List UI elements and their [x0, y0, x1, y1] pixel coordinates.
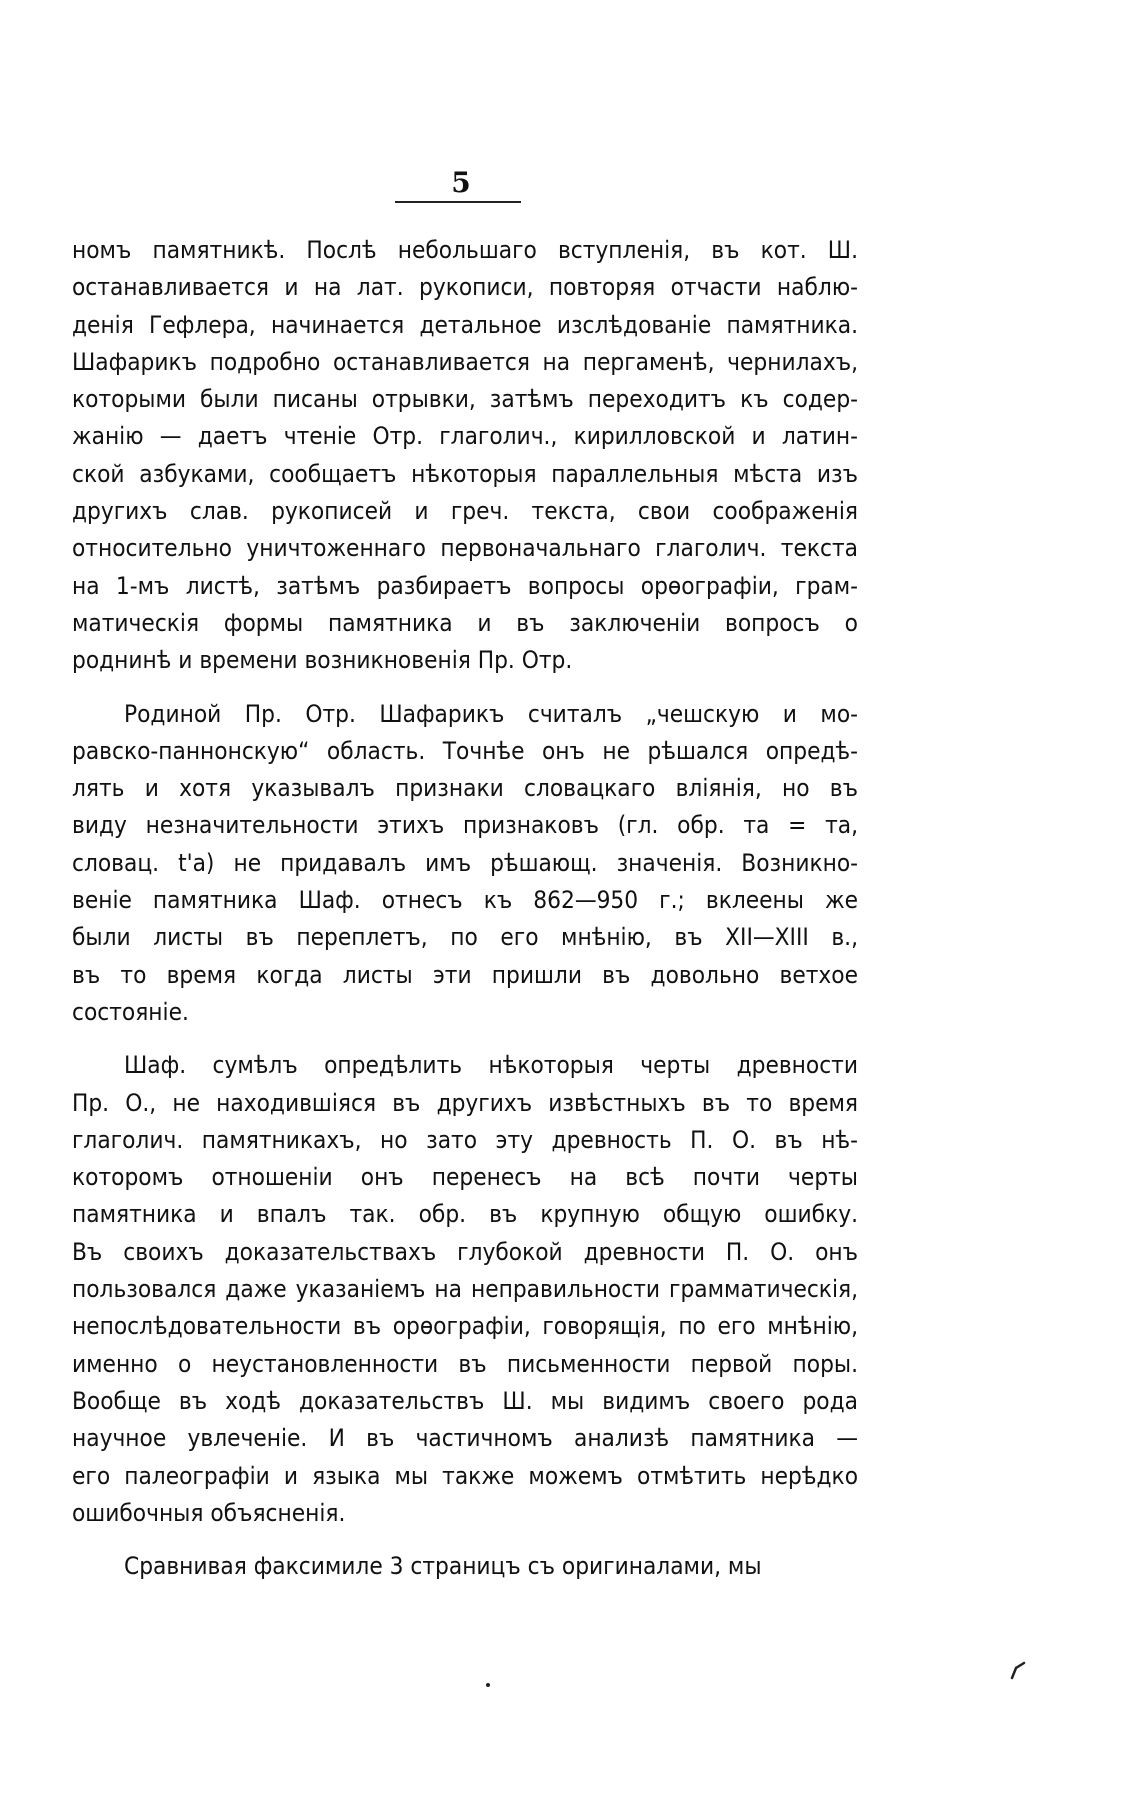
text-line: его палеографіи и языка мы также можемъ отмѣтить нерѣдко [72, 1461, 858, 1490]
paragraph-gap [72, 1031, 858, 1047]
paragraph [72, 1047, 858, 1532]
text-line: Шафарикъ подробно останавливается на пергаменѣ, чернилахъ, [72, 347, 858, 376]
text-line: матическія формы памятника и въ заключеніи вопросъ о [72, 608, 858, 637]
text-line: виду незначительности этихъ признаковъ (гл. обр. та = тa, [72, 811, 858, 840]
text-line: номъ памятникѣ. Послѣ небольшаго вступленія, въ кот. Ш. [72, 236, 858, 264]
page-number: 5 [451, 166, 471, 199]
text-line: въ то время когда листы эти пришли въ довольно ветхое [72, 960, 858, 989]
text-line: относительно уничтоженнаго первоначальнаго глаголич. текста [72, 534, 858, 563]
text-line: которомъ отношеніи онъ перенесъ на всѣ почти черты [72, 1163, 858, 1192]
text-line: глаголич. памятникахъ, но зато эту древность П. О. въ нѣ- [72, 1125, 858, 1154]
body-text [72, 232, 858, 1585]
page-number-rule [395, 201, 521, 203]
text-line: были листы въ переплетъ, по его мнѣнію, въ XII—XIII в., [72, 923, 858, 952]
text-line: роднинѣ и времени возникновенія Пр. Отр. [72, 646, 573, 675]
text-line: Сравнивая факсимиле 3 страницъ съ оригиналами, мы [124, 1552, 762, 1581]
text-line: веніе памятника Шаф. отнесъ къ 862—950 г.; вклеены же [72, 886, 858, 915]
paragraph [72, 696, 858, 1032]
ink-dot-mark [486, 1683, 490, 1687]
text-line: памятника и впалъ так. обр. въ крупную общую ошибку. [72, 1200, 858, 1229]
paragraph-gap [72, 1532, 858, 1548]
text-line: ской азбуками, сообщаетъ нѣкоторыя параллельныя мѣста изъ [72, 459, 858, 488]
paragraph [72, 1548, 858, 1585]
text-line: пользовался даже указаніемъ на неправильности грамматическія, [72, 1275, 858, 1304]
text-line: на 1-мъ листѣ, затѣмъ разбираетъ вопросы орѳографіи, грам- [72, 571, 858, 600]
text-line: лять и хотя указывалъ признаки словацкаго вліянія, но въ [72, 774, 858, 803]
text-line: научное увлеченіе. И въ частичномъ анализѣ памятника — [72, 1424, 858, 1453]
text-line: денія Гефлера, начинается детальное изслѣдованіе памятника. [72, 310, 858, 339]
text-line: жанію — даетъ чтеніе Отр. глаголич., кирилловской и латин- [72, 422, 858, 451]
text-line: останавливается и на лат. рукописи, повторяя отчасти наблю- [72, 273, 858, 302]
text-line: Пр. О., не находившіяся въ другихъ извѣстныхъ въ то время [72, 1088, 858, 1117]
text-line: которыми были писаны отрывки, затѣмъ переходитъ къ содер- [72, 385, 858, 414]
ink-tick-mark [1010, 1660, 1026, 1680]
paragraph [72, 232, 858, 680]
text-line: Родиной Пр. Отр. Шафарикъ считалъ „чешскую и мо- [124, 699, 858, 728]
text-line: именно о неустановленности въ письменности первой поры. [72, 1349, 858, 1378]
text-line: равско-паннонскую“ область. Точнѣе онъ не рѣшался опредѣ- [72, 736, 858, 765]
text-line: Вообще въ ходѣ доказательствъ Ш. мы видимъ своего рода [72, 1386, 858, 1415]
paragraph-gap [72, 680, 858, 696]
text-line: другихъ слав. рукописей и греч. текста, свои соображенія [72, 497, 858, 526]
text-line: Шаф. сумѣлъ опредѣлить нѣкоторыя черты древности [124, 1051, 858, 1080]
text-line: состояніе. [72, 997, 189, 1026]
text-line: непослѣдовательности въ орѳографіи, говорящія, по его мнѣнію, [72, 1312, 858, 1341]
text-line: ошибочныя объясненія. [72, 1498, 346, 1527]
text-line: Въ своихъ доказательствахъ глубокой древности П. О. онъ [72, 1237, 858, 1266]
text-line: словац. t'a) не придавалъ имъ рѣшающ. значенія. Возникно- [72, 848, 858, 877]
